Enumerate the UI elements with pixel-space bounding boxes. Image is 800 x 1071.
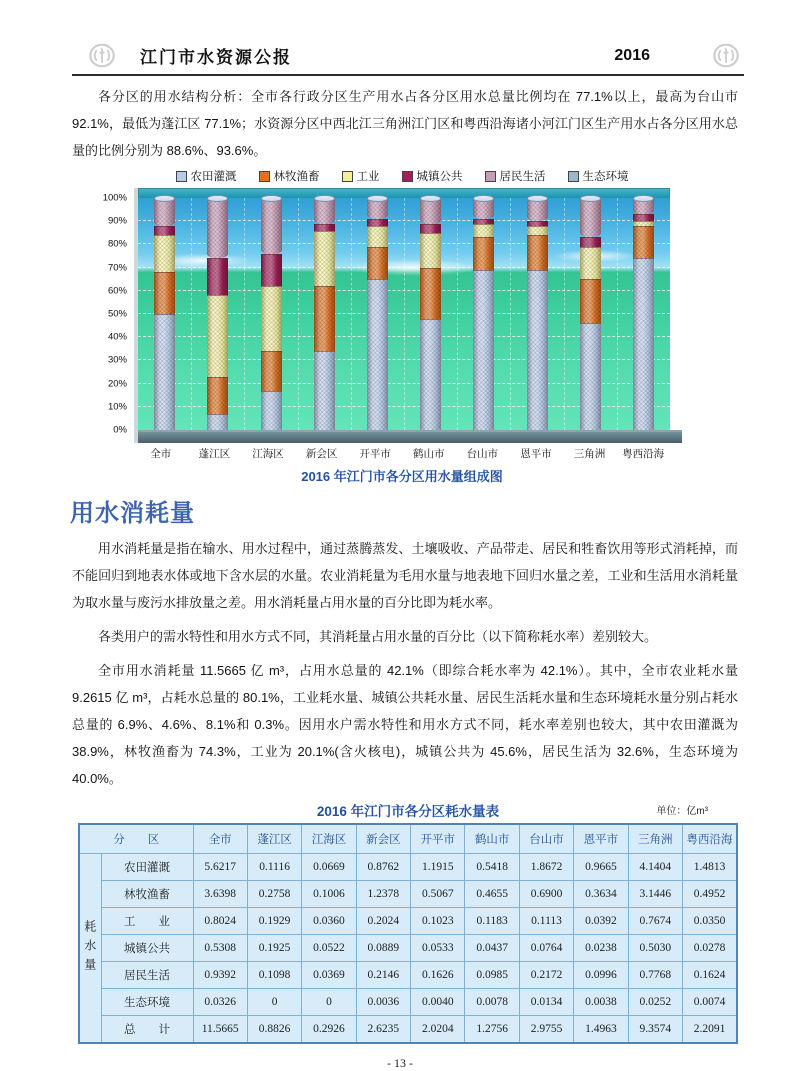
bar-segment-工业 [314, 231, 335, 287]
table-cell: 0.0078 [465, 989, 519, 1016]
table-cell: 0.0889 [356, 935, 410, 962]
stacked-cylinder-bar [367, 198, 388, 430]
y-axis-tick-label: 40% [107, 331, 127, 343]
document-year: 2016 [614, 46, 650, 64]
bureau-emblem-icon [84, 42, 120, 69]
bar-segment-林牧渔畜 [580, 279, 601, 323]
table-cell: 0.5418 [465, 854, 519, 881]
chart-y-axis [94, 192, 134, 436]
chart-bar-slot [191, 198, 244, 430]
legend-swatch-icon [259, 171, 270, 182]
table-cell: 城镇公共 [101, 935, 193, 962]
consumption-table-block [78, 800, 738, 1044]
table-cell: 0.0764 [519, 935, 573, 962]
cylinder-top-cap [527, 195, 548, 202]
table-cell: 5.6217 [193, 854, 247, 881]
table-cell: 0.1626 [411, 962, 465, 989]
bar-segment-农田灌溉 [261, 391, 282, 430]
document-header [0, 0, 800, 69]
chart-title: 2016 年江门市各分区用水量组成图 [301, 469, 503, 484]
cylinder-top-cap [154, 195, 175, 202]
bar-segment-城镇公共 [154, 226, 175, 235]
table-cell: 9.3574 [628, 1016, 682, 1044]
stacked-cylinder-bar [633, 198, 654, 430]
table-cell: 0 [302, 989, 356, 1016]
legend-swatch-icon [568, 171, 579, 182]
bar-segment-林牧渔畜 [154, 272, 175, 314]
document-title: 江门市水资源公报 [140, 48, 292, 67]
chart-bar-slot [617, 198, 670, 430]
table-cell: 0.0350 [683, 908, 737, 935]
table-cell: 0.2758 [247, 881, 301, 908]
x-axis-category-label: 恩平市 [520, 448, 552, 460]
chart-bar-slot [404, 198, 457, 430]
table-header-cell: 蓬江区 [247, 824, 301, 854]
table-cell: 1.2756 [465, 1016, 519, 1044]
bar-segment-农田灌溉 [420, 319, 441, 430]
y-axis-tick-label: 70% [107, 262, 127, 274]
table-cell: 0.0522 [302, 935, 356, 962]
chart-bar-slot [510, 198, 563, 430]
legend-item [176, 168, 237, 184]
table-row [79, 1016, 737, 1044]
bar-segment-城镇公共 [207, 258, 228, 295]
table-row [79, 962, 737, 989]
legend-item-label: 生态环境 [582, 171, 629, 183]
legend-item [485, 168, 546, 184]
bar-segment-居民生活 [580, 198, 601, 237]
legend-swatch-icon [176, 171, 187, 182]
legend-item-label: 城镇公共 [416, 171, 463, 183]
header-rule [72, 74, 744, 76]
legend-item-label: 工业 [356, 171, 380, 183]
y-axis-tick-label: 0% [113, 424, 127, 436]
table-cell: 0.0074 [683, 989, 737, 1016]
table-header-cell: 分 区 [79, 824, 193, 854]
bar-segment-农田灌溉 [473, 270, 494, 430]
cylinder-top-cap [420, 195, 441, 202]
bar-segment-居民生活 [207, 198, 228, 258]
table-row [79, 854, 737, 881]
table-cell: 总 计 [101, 1016, 193, 1044]
y-axis-tick-label: 90% [107, 215, 127, 227]
bar-segment-工业 [207, 295, 228, 376]
table-cell: 2.9755 [519, 1016, 573, 1044]
table-cell: 0.5030 [628, 935, 682, 962]
chart-bar-slot [298, 198, 351, 430]
chart-plot-area [138, 198, 670, 430]
table-cell: 1.4963 [574, 1016, 628, 1044]
x-axis-category-label: 三角洲 [573, 448, 606, 460]
x-axis-category-label: 开平市 [359, 448, 391, 460]
bar-segment-工业 [527, 226, 548, 235]
bar-segment-林牧渔畜 [527, 235, 548, 270]
table-header-cell: 新会区 [356, 824, 410, 854]
bar-segment-农田灌溉 [633, 258, 654, 430]
y-axis-tick-label: 60% [107, 285, 127, 297]
legend-swatch-icon [402, 171, 413, 182]
table-cell: 0.9392 [193, 962, 247, 989]
legend-item [259, 168, 320, 184]
bar-segment-工业 [367, 226, 388, 247]
table-cell: 0 [247, 989, 301, 1016]
table-cell: 0.0360 [302, 908, 356, 935]
y-axis-tick-label: 50% [107, 308, 127, 320]
page-number: - 13 - [387, 1056, 413, 1070]
legend-swatch-icon [342, 171, 353, 182]
chart-x-axis-labels [134, 446, 670, 461]
table-cell: 0.0036 [356, 989, 410, 1016]
table-cell: 11.5665 [193, 1016, 247, 1044]
table-cell: 0.1023 [411, 908, 465, 935]
bar-segment-农田灌溉 [367, 279, 388, 430]
bureau-emblem-icon [708, 42, 744, 69]
legend-swatch-icon [485, 171, 496, 182]
table-cell: 0.0533 [411, 935, 465, 962]
table-cell: 0.2146 [356, 962, 410, 989]
cylinder-top-cap [580, 195, 601, 202]
legend-item [402, 168, 463, 184]
table-cell: 0.1113 [519, 908, 573, 935]
bar-segment-林牧渔畜 [633, 226, 654, 258]
y-axis-tick-label: 10% [107, 401, 127, 413]
chart-3d-floor [138, 430, 682, 443]
table-cell: 0.1929 [247, 908, 301, 935]
x-axis-category-label: 粤西沿海 [622, 448, 665, 460]
table-cell: 0.7768 [628, 962, 682, 989]
bar-segment-工业 [420, 233, 441, 268]
table-cell: 1.2378 [356, 881, 410, 908]
cylinder-top-cap [314, 195, 335, 202]
chart-legend [134, 168, 670, 184]
table-cell: 2.2091 [683, 1016, 737, 1044]
y-axis-tick-label: 80% [107, 238, 127, 250]
bar-segment-农田灌溉 [527, 270, 548, 430]
table-cell: 0.0326 [193, 989, 247, 1016]
water-use-composition-chart [94, 168, 670, 485]
table-cell: 0.2172 [519, 962, 573, 989]
table-cell: 农田灌溉 [101, 854, 193, 881]
stacked-cylinder-bar [207, 198, 228, 430]
y-axis-tick-label: 20% [107, 378, 127, 390]
table-header-cell: 开平市 [411, 824, 465, 854]
bar-segment-工业 [473, 224, 494, 238]
bar-segment-居民生活 [261, 198, 282, 254]
table-row [79, 908, 737, 935]
table-cell: 0.9665 [574, 854, 628, 881]
table-cell: 0.0134 [519, 989, 573, 1016]
paragraph-consumption-figures: 全市用水消耗量 11.5665 亿 m³，占用水总量的 42.1%（即综合耗水率为 42.1%）。其中，全市农业耗水量 9.2615 亿 m³，占耗水总量的 80.1%，工业耗水量、城镇公共耗水量、居民生活耗水量和生态环境耗水量分别占耗水总量的 6.9%、4.6%、8.1%和 0.3%。因用水户需水特性和用水方式不同，耗水率差别也较大，其中农田灌溉为 38.9%，林牧渔畜为 74.3%，工业为 20.1%(含火核电)，城镇公共为 45.6%，居民生活为 32.6%，生态环境为 40.0%。 [72, 663, 738, 786]
bar-segment-工业 [154, 235, 175, 272]
table-row [79, 935, 737, 962]
table-cell: 0.6900 [519, 881, 573, 908]
table-cell: 0.1116 [247, 854, 301, 881]
chart-bar-slot [564, 198, 617, 430]
table-cell: 0.1624 [683, 962, 737, 989]
bar-segment-林牧渔畜 [314, 286, 335, 351]
table-header-cell: 鹤山市 [465, 824, 519, 854]
bar-segment-农田灌溉 [580, 323, 601, 430]
table-cell: 0.4655 [465, 881, 519, 908]
bar-segment-工业 [580, 247, 601, 279]
table-cell: 0.0252 [628, 989, 682, 1016]
section-heading-water-consumption: 用水消耗量 [70, 500, 195, 527]
table-unit-label: 单位：亿m³ [656, 806, 708, 817]
stacked-cylinder-bar [420, 198, 441, 430]
table-cell: 0.0996 [574, 962, 628, 989]
table-row [79, 989, 737, 1016]
table-cell: 0.2926 [302, 1016, 356, 1044]
table-cell: 0.7674 [628, 908, 682, 935]
bar-segment-城镇公共 [314, 224, 335, 231]
legend-item [342, 168, 380, 184]
x-axis-category-label: 台山市 [466, 448, 499, 460]
chart-plot-stack [134, 188, 670, 443]
bar-segment-林牧渔畜 [367, 247, 388, 279]
consumption-table [78, 823, 738, 1044]
table-cell: 3.6398 [193, 881, 247, 908]
table-cell: 0.0669 [302, 854, 356, 881]
bar-segment-林牧渔畜 [420, 268, 441, 319]
table-cell: 1.4813 [683, 854, 737, 881]
table-cell: 0.1925 [247, 935, 301, 962]
cylinder-top-cap [633, 195, 654, 202]
x-axis-category-label: 鹤山市 [413, 448, 445, 460]
table-cell: 生态环境 [101, 989, 193, 1016]
table-cell: 2.0204 [411, 1016, 465, 1044]
stacked-cylinder-bar [314, 198, 335, 430]
table-cell: 0.5067 [411, 881, 465, 908]
stacked-cylinder-bar [580, 198, 601, 430]
y-axis-tick-label: 100% [102, 192, 127, 204]
bar-segment-农田灌溉 [314, 351, 335, 430]
table-cell: 0.0238 [574, 935, 628, 962]
x-axis-category-label: 全市 [150, 448, 172, 460]
table-cell: 2.6235 [356, 1016, 410, 1044]
cylinder-top-cap [261, 195, 282, 202]
table-title-row [78, 800, 738, 818]
table-cell: 0.1098 [247, 962, 301, 989]
legend-item [568, 168, 629, 184]
chart-bars [138, 198, 670, 430]
bar-segment-城镇公共 [420, 224, 441, 233]
bar-segment-城镇公共 [633, 214, 654, 221]
bar-segment-农田灌溉 [154, 314, 175, 430]
table-cell: 0.8826 [247, 1016, 301, 1044]
table-cell: 0.2024 [356, 908, 410, 935]
table-cell: 0.1183 [465, 908, 519, 935]
table-header-cell: 粤西沿海 [683, 824, 737, 854]
table-cell: 0.0038 [574, 989, 628, 1016]
cylinder-top-cap [367, 195, 388, 202]
table-cell: 4.1404 [628, 854, 682, 881]
legend-item-label: 居民生活 [499, 171, 546, 183]
table-cell: 1.1915 [411, 854, 465, 881]
table-header-cell: 台山市 [519, 824, 573, 854]
table-cell: 0.0040 [411, 989, 465, 1016]
table-cell: 0.1006 [302, 881, 356, 908]
bar-segment-林牧渔畜 [261, 351, 282, 390]
table-header-cell: 江海区 [302, 824, 356, 854]
stacked-cylinder-bar [473, 198, 494, 430]
table-cell: 林牧渔畜 [101, 881, 193, 908]
bar-segment-居民生活 [154, 198, 175, 226]
stacked-cylinder-bar [527, 198, 548, 430]
bar-segment-林牧渔畜 [473, 237, 494, 269]
table-cell: 1.8672 [519, 854, 573, 881]
bar-segment-城镇公共 [261, 254, 282, 286]
bar-segment-城镇公共 [580, 237, 601, 246]
table-header-row [79, 824, 737, 854]
table-header-cell: 三角洲 [628, 824, 682, 854]
table-cell: 0.0278 [683, 935, 737, 962]
chart-body [94, 188, 670, 443]
x-axis-category-label: 新会区 [305, 448, 338, 460]
table-cell: 0.0369 [302, 962, 356, 989]
y-axis-tick-label: 30% [107, 354, 127, 366]
paragraph-consumption-definition: 用水消耗量是指在输水、用水过程中，通过蒸腾蒸发、土壤吸收、产品带走、居民和牲畜饮用等形式消耗掉，而不能回归到地表水体或地下含水层的水量。农业消耗量为毛用水量与地表地下回归水量之差，工业和生活用水消耗量为取水量与废污水排放量之差。用水消耗量占用水量的百分比即为耗水率。 [72, 541, 738, 610]
table-cell: 0.5308 [193, 935, 247, 962]
table-cell: 居民生活 [101, 962, 193, 989]
consumption-table-body [79, 854, 737, 1044]
table-cell: 0.0985 [465, 962, 519, 989]
table-header-cell: 恩平市 [574, 824, 628, 854]
table-cell: 工 业 [101, 908, 193, 935]
bar-segment-城镇公共 [367, 219, 388, 226]
x-axis-category-label: 江海区 [252, 448, 284, 460]
table-cell: 0.4952 [683, 881, 737, 908]
table-cell: 3.1446 [628, 881, 682, 908]
table-title: 2016 年江门市各分区耗水量表 [316, 804, 500, 819]
table-cell: 0.3634 [574, 881, 628, 908]
table-cell: 0.8024 [193, 908, 247, 935]
table-side-label: 耗水量 [79, 854, 101, 1044]
chart-bar-slot [457, 198, 510, 430]
legend-item-label: 农田灌溉 [190, 171, 237, 183]
bar-segment-农田灌溉 [207, 414, 228, 430]
paragraph-water-use-structure: 各分区的用水结构分析：全市各行政分区生产用水占各分区用水总量比例均在 77.1%以上，最高为台山市 92.1%，最低为蓬江区 77.1%；水资源分区中西北江三角洲江门区和粤西沿海诸小河江门区生产用水占各分区用水总量的比例分别为 88.6%、93.6%。 [72, 89, 738, 158]
table-row [79, 881, 737, 908]
chart-bar-slot [244, 198, 297, 430]
chart-bar-slot [351, 198, 404, 430]
chart-bar-slot [138, 198, 191, 430]
table-cell: 0.0437 [465, 935, 519, 962]
consumption-table-head [79, 824, 737, 854]
table-header-cell: 全市 [193, 824, 247, 854]
stacked-cylinder-bar [154, 198, 175, 430]
bar-segment-林牧渔畜 [207, 377, 228, 414]
stacked-cylinder-bar [261, 198, 282, 430]
table-cell: 0.8762 [356, 854, 410, 881]
table-cell: 0.0392 [574, 908, 628, 935]
x-axis-category-label: 蓬江区 [198, 448, 231, 460]
legend-item-label: 林牧渔畜 [273, 171, 320, 183]
bar-segment-工业 [261, 286, 282, 351]
paragraph-consumption-rate-note: 各类用户的需水特性和用水方式不同，其消耗量占用水量的百分比（以下简称耗水率）差别较大。 [98, 629, 658, 644]
